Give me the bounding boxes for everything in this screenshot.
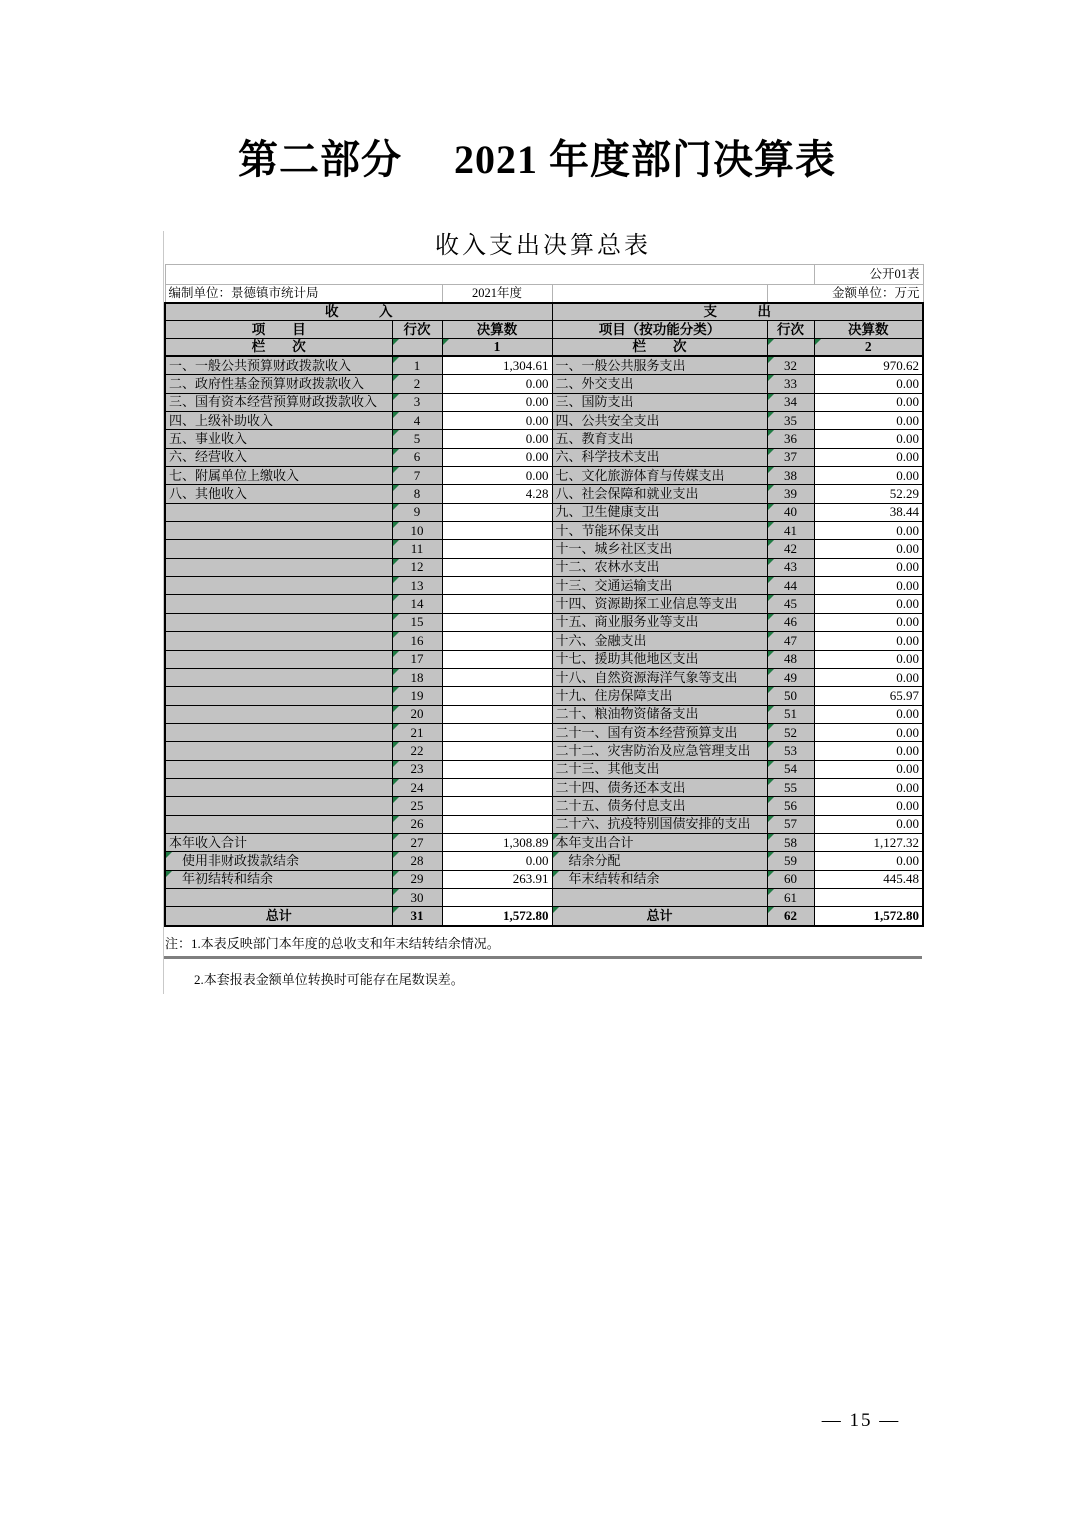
expense-item-cell: 十、节能环保支出 xyxy=(552,522,767,540)
income-item-cell xyxy=(165,522,392,540)
col-header-income-item: 项 目 xyxy=(165,321,392,339)
income-amount-cell xyxy=(442,668,552,686)
expense-item-cell: 十六、金融支出 xyxy=(552,632,767,650)
income-rowno-cell: 26 xyxy=(392,815,442,833)
income-amount-cell xyxy=(442,503,552,521)
expense-item-cell: 二十、粮油物资储备支出 xyxy=(552,705,767,723)
income-rowno-cell: 6 xyxy=(392,448,442,466)
income-item-cell xyxy=(165,742,392,760)
col-header-expense-rowno: 行次 xyxy=(767,321,814,339)
expense-amount-cell: 0.00 xyxy=(814,815,923,833)
income-amount-cell xyxy=(442,632,552,650)
expense-rowno-cell: 57 xyxy=(767,815,814,833)
income-section-header: 收 入 xyxy=(165,303,552,321)
income-amount-cell: 0.00 xyxy=(442,467,552,485)
col-header-income-amount: 决算数 xyxy=(442,321,552,339)
income-amount-cell: 1,304.61 xyxy=(442,356,552,375)
prepared-by-label: 编制单位：景德镇市统计局 xyxy=(165,285,442,304)
expense-amount-cell: 65.97 xyxy=(814,687,923,705)
expense-item-cell: 一、一般公共服务支出 xyxy=(552,356,767,375)
expense-rowno-cell: 38 xyxy=(767,467,814,485)
expense-amount-cell: 0.00 xyxy=(814,650,923,668)
income-item-cell xyxy=(165,797,392,815)
income-item-cell: 七、附属单位上缴收入 xyxy=(165,467,392,485)
expense-rowno-cell: 42 xyxy=(767,540,814,558)
income-amount-cell xyxy=(442,760,552,778)
income-item-cell: 使用非财政拨款结余 xyxy=(165,852,392,870)
expense-amount-cell: 0.00 xyxy=(814,595,923,613)
income-rowno-cell: 17 xyxy=(392,650,442,668)
income-amount-cell xyxy=(442,613,552,631)
income-item-cell xyxy=(165,632,392,650)
income-item-cell xyxy=(165,540,392,558)
income-amount-cell: 1,308.89 xyxy=(442,833,552,851)
income-rowno-cell: 9 xyxy=(392,503,442,521)
income-amount-cell xyxy=(442,778,552,796)
column-index-row xyxy=(165,339,923,357)
table-code-row xyxy=(165,265,923,285)
expense-rowno-cell: 43 xyxy=(767,558,814,576)
expense-amount-cell: 1,127.32 xyxy=(814,833,923,851)
expense-amount-cell: 0.00 xyxy=(814,467,923,485)
expense-item-cell: 十九、住房保障支出 xyxy=(552,687,767,705)
table-row xyxy=(165,503,923,521)
income-item-cell xyxy=(165,668,392,686)
table-row xyxy=(165,888,923,906)
spacer-cell xyxy=(392,339,442,357)
table-row xyxy=(165,522,923,540)
table-row xyxy=(165,760,923,778)
income-amount-cell: 0.00 xyxy=(442,375,552,393)
income-amount-cell xyxy=(442,558,552,576)
income-item-cell xyxy=(165,888,392,906)
col-header-expense-amount: 决算数 xyxy=(814,321,923,339)
table-row xyxy=(165,356,923,375)
expense-amount-cell: 0.00 xyxy=(814,668,923,686)
expense-amount-cell: 0.00 xyxy=(814,778,923,796)
expense-rowno-cell: 46 xyxy=(767,613,814,631)
income-item-cell: 二、政府性基金预算财政拨款收入 xyxy=(165,375,392,393)
expense-rowno-cell: 59 xyxy=(767,852,814,870)
income-rowno-cell: 5 xyxy=(392,430,442,448)
expense-amount-cell: 0.00 xyxy=(814,540,923,558)
final-accounts-table xyxy=(164,264,924,927)
budget-sheet xyxy=(163,231,922,994)
expense-amount-cell: 1,572.80 xyxy=(814,907,923,926)
expense-rowno-cell: 33 xyxy=(767,375,814,393)
income-item-cell xyxy=(165,687,392,705)
expense-item-cell: 八、社会保障和就业支出 xyxy=(552,485,767,503)
expense-item-cell: 二十五、债务付息支出 xyxy=(552,797,767,815)
table-row xyxy=(165,668,923,686)
income-rowno-cell: 2 xyxy=(392,375,442,393)
table-row xyxy=(165,430,923,448)
income-amount-cell: 0.00 xyxy=(442,448,552,466)
income-rowno-cell: 4 xyxy=(392,412,442,430)
income-item-cell: 总计 xyxy=(165,907,392,926)
expense-rowno-cell: 39 xyxy=(767,485,814,503)
page-number: — 15 — xyxy=(821,1410,901,1431)
income-item-cell: 五、事业收入 xyxy=(165,430,392,448)
expense-amount-cell: 0.00 xyxy=(814,852,923,870)
expense-rowno-cell: 32 xyxy=(767,356,814,375)
table-row xyxy=(165,412,923,430)
expense-item-cell: 二十四、债务还本支出 xyxy=(552,778,767,796)
expense-item-cell: 九、卫生健康支出 xyxy=(552,503,767,521)
income-item-cell xyxy=(165,595,392,613)
table-row xyxy=(165,632,923,650)
lanci-label-expense: 栏 次 xyxy=(552,339,767,357)
expense-item-cell: 总计 xyxy=(552,907,767,926)
expense-item-cell: 十五、商业服务业等支出 xyxy=(552,613,767,631)
table-row xyxy=(165,595,923,613)
expense-rowno-cell: 56 xyxy=(767,797,814,815)
expense-amount-cell: 0.00 xyxy=(814,705,923,723)
income-item-cell xyxy=(165,778,392,796)
expense-amount-cell: 52.29 xyxy=(814,485,923,503)
income-amount-cell xyxy=(442,650,552,668)
table-row xyxy=(165,833,923,851)
expense-rowno-cell: 47 xyxy=(767,632,814,650)
expense-rowno-cell: 53 xyxy=(767,742,814,760)
expense-rowno-cell: 49 xyxy=(767,668,814,686)
expense-item-cell: 十二、农林水支出 xyxy=(552,558,767,576)
expense-item-cell: 结余分配 xyxy=(552,852,767,870)
amount-unit-label: 金额单位：万元 xyxy=(767,285,923,304)
expense-rowno-cell: 37 xyxy=(767,448,814,466)
expense-amount-cell: 0.00 xyxy=(814,448,923,466)
income-rowno-cell: 19 xyxy=(392,687,442,705)
expense-rowno-cell: 51 xyxy=(767,705,814,723)
expense-rowno-cell: 62 xyxy=(767,907,814,926)
expense-amount-cell: 0.00 xyxy=(814,632,923,650)
income-item-cell: 年初结转和结余 xyxy=(165,870,392,888)
table-row xyxy=(165,742,923,760)
income-item-cell: 四、上级补助收入 xyxy=(165,412,392,430)
expense-item-cell: 三、国防支出 xyxy=(552,393,767,411)
expense-item-cell: 二、外交支出 xyxy=(552,375,767,393)
expense-item-cell: 年末结转和结余 xyxy=(552,870,767,888)
expense-rowno-cell: 52 xyxy=(767,723,814,741)
table-row xyxy=(165,558,923,576)
income-rowno-cell: 8 xyxy=(392,485,442,503)
expense-amount-cell: 0.00 xyxy=(814,393,923,411)
income-amount-cell xyxy=(442,815,552,833)
table-row xyxy=(165,613,923,631)
table-row xyxy=(165,815,923,833)
expense-rowno-cell: 48 xyxy=(767,650,814,668)
fiscal-year-label: 2021年度 xyxy=(442,285,552,304)
income-amount-cell: 0.00 xyxy=(442,412,552,430)
income-amount-cell xyxy=(442,687,552,705)
table-row xyxy=(165,852,923,870)
income-item-cell xyxy=(165,577,392,595)
income-rowno-cell: 20 xyxy=(392,705,442,723)
page-title: 第二部分 2021 年度部门决算表 xyxy=(238,137,836,182)
income-rowno-cell: 22 xyxy=(392,742,442,760)
expense-item-cell: 十八、自然资源海洋气象等支出 xyxy=(552,668,767,686)
table-row xyxy=(165,870,923,888)
expense-amount-cell: 445.48 xyxy=(814,870,923,888)
expense-rowno-cell: 41 xyxy=(767,522,814,540)
table-row xyxy=(165,723,923,741)
expense-rowno-cell: 58 xyxy=(767,833,814,851)
income-amount-cell xyxy=(442,797,552,815)
income-amount-cell xyxy=(442,723,552,741)
expense-item-cell: 四、公共安全支出 xyxy=(552,412,767,430)
income-col-no: 1 xyxy=(442,339,552,357)
income-item-cell: 八、其他收入 xyxy=(165,485,392,503)
expense-item-cell: 二十二、灾害防治及应急管理支出 xyxy=(552,742,767,760)
expense-amount-cell: 0.00 xyxy=(814,723,923,741)
expense-item-cell xyxy=(552,888,767,906)
income-item-cell xyxy=(165,503,392,521)
expense-amount-cell: 0.00 xyxy=(814,522,923,540)
spacer-cell xyxy=(552,285,767,304)
expense-item-cell: 十三、交通运输支出 xyxy=(552,577,767,595)
income-rowno-cell: 7 xyxy=(392,467,442,485)
table-row xyxy=(165,705,923,723)
income-amount-cell xyxy=(442,577,552,595)
income-rowno-cell: 13 xyxy=(392,577,442,595)
table-row xyxy=(165,907,923,926)
income-item-cell xyxy=(165,760,392,778)
income-rowno-cell: 28 xyxy=(392,852,442,870)
expense-amount-cell: 0.00 xyxy=(814,577,923,595)
col-header-expense-item: 项目（按功能分类） xyxy=(552,321,767,339)
note-2: 2.本套报表金额单位转换时可能存在尾数误差。 xyxy=(194,971,464,987)
expense-item-cell: 五、教育支出 xyxy=(552,430,767,448)
income-rowno-cell: 27 xyxy=(392,833,442,851)
expense-amount-cell: 0.00 xyxy=(814,742,923,760)
income-rowno-cell: 1 xyxy=(392,356,442,375)
income-rowno-cell: 31 xyxy=(392,907,442,926)
income-item-cell xyxy=(165,815,392,833)
expense-col-no: 2 xyxy=(814,339,923,357)
table-meta-row xyxy=(165,285,923,304)
expense-amount-cell: 0.00 xyxy=(814,760,923,778)
expense-item-cell: 二十六、抗疫特别国债安排的支出 xyxy=(552,815,767,833)
table-row xyxy=(165,467,923,485)
income-amount-cell xyxy=(442,595,552,613)
lanci-label-income: 栏 次 xyxy=(165,339,392,357)
table-row xyxy=(165,375,923,393)
income-amount-cell: 263.91 xyxy=(442,870,552,888)
table-row xyxy=(165,778,923,796)
income-rowno-cell: 15 xyxy=(392,613,442,631)
income-item-cell: 本年收入合计 xyxy=(165,833,392,851)
income-item-cell: 六、经营收入 xyxy=(165,448,392,466)
expense-rowno-cell: 35 xyxy=(767,412,814,430)
col-header-income-rowno: 行次 xyxy=(392,321,442,339)
note-1: 注：1.本表反映部门本年度的总收支和年末结转结余情况。 xyxy=(164,927,922,959)
income-item-cell: 一、一般公共预算财政拨款收入 xyxy=(165,356,392,375)
income-rowno-cell: 21 xyxy=(392,723,442,741)
table-row xyxy=(165,448,923,466)
sheet-title: 收入支出决算总表 xyxy=(435,233,651,259)
income-amount-cell xyxy=(442,742,552,760)
income-amount-cell xyxy=(442,705,552,723)
income-rowno-cell: 11 xyxy=(392,540,442,558)
income-amount-cell: 0.00 xyxy=(442,393,552,411)
spacer-cell xyxy=(165,265,814,285)
expense-rowno-cell: 44 xyxy=(767,577,814,595)
income-amount-cell: 1,572.80 xyxy=(442,907,552,926)
income-rowno-cell: 25 xyxy=(392,797,442,815)
expense-rowno-cell: 34 xyxy=(767,393,814,411)
income-amount-cell xyxy=(442,540,552,558)
expense-rowno-cell: 36 xyxy=(767,430,814,448)
income-item-cell xyxy=(165,558,392,576)
expense-amount-cell: 0.00 xyxy=(814,558,923,576)
expense-item-cell: 二十一、国有资本经营预算支出 xyxy=(552,723,767,741)
income-rowno-cell: 30 xyxy=(392,888,442,906)
income-rowno-cell: 12 xyxy=(392,558,442,576)
column-header-row xyxy=(165,321,923,339)
income-rowno-cell: 3 xyxy=(392,393,442,411)
expense-rowno-cell: 54 xyxy=(767,760,814,778)
expense-item-cell: 本年支出合计 xyxy=(552,833,767,851)
income-rowno-cell: 23 xyxy=(392,760,442,778)
table-row xyxy=(165,485,923,503)
expense-rowno-cell: 45 xyxy=(767,595,814,613)
table-row xyxy=(165,650,923,668)
income-amount-cell xyxy=(442,522,552,540)
expense-amount-cell xyxy=(814,888,923,906)
income-amount-cell: 0.00 xyxy=(442,852,552,870)
table-row xyxy=(165,687,923,705)
expense-amount-cell: 0.00 xyxy=(814,613,923,631)
table-row xyxy=(165,540,923,558)
expense-rowno-cell: 55 xyxy=(767,778,814,796)
table-row xyxy=(165,393,923,411)
income-item-cell: 三、国有资本经营预算财政拨款收入 xyxy=(165,393,392,411)
grid-body xyxy=(165,356,923,926)
expense-amount-cell: 38.44 xyxy=(814,503,923,521)
table-row xyxy=(165,577,923,595)
expense-item-cell: 二十三、其他支出 xyxy=(552,760,767,778)
expense-amount-cell: 0.00 xyxy=(814,375,923,393)
income-rowno-cell: 14 xyxy=(392,595,442,613)
table-row xyxy=(165,797,923,815)
income-amount-cell: 4.28 xyxy=(442,485,552,503)
income-item-cell xyxy=(165,723,392,741)
income-rowno-cell: 29 xyxy=(392,870,442,888)
expense-amount-cell: 0.00 xyxy=(814,412,923,430)
expense-item-cell: 六、科学技术支出 xyxy=(552,448,767,466)
expense-item-cell: 十七、援助其他地区支出 xyxy=(552,650,767,668)
expense-item-cell: 七、文化旅游体育与传媒支出 xyxy=(552,467,767,485)
expense-section-header: 支 出 xyxy=(552,303,923,321)
income-rowno-cell: 18 xyxy=(392,668,442,686)
expense-rowno-cell: 40 xyxy=(767,503,814,521)
expense-item-cell: 十一、城乡社区支出 xyxy=(552,540,767,558)
section-header-row xyxy=(165,303,923,321)
income-rowno-cell: 10 xyxy=(392,522,442,540)
spacer-cell xyxy=(767,339,814,357)
expense-rowno-cell: 61 xyxy=(767,888,814,906)
income-item-cell xyxy=(165,613,392,631)
income-item-cell xyxy=(165,650,392,668)
table-code: 公开01表 xyxy=(814,265,923,285)
expense-rowno-cell: 50 xyxy=(767,687,814,705)
income-rowno-cell: 16 xyxy=(392,632,442,650)
income-item-cell xyxy=(165,705,392,723)
expense-item-cell: 十四、资源勘探工业信息等支出 xyxy=(552,595,767,613)
expense-amount-cell: 0.00 xyxy=(814,797,923,815)
expense-amount-cell: 0.00 xyxy=(814,430,923,448)
expense-amount-cell: 970.62 xyxy=(814,356,923,375)
income-rowno-cell: 24 xyxy=(392,778,442,796)
income-amount-cell xyxy=(442,888,552,906)
expense-rowno-cell: 60 xyxy=(767,870,814,888)
income-amount-cell: 0.00 xyxy=(442,430,552,448)
